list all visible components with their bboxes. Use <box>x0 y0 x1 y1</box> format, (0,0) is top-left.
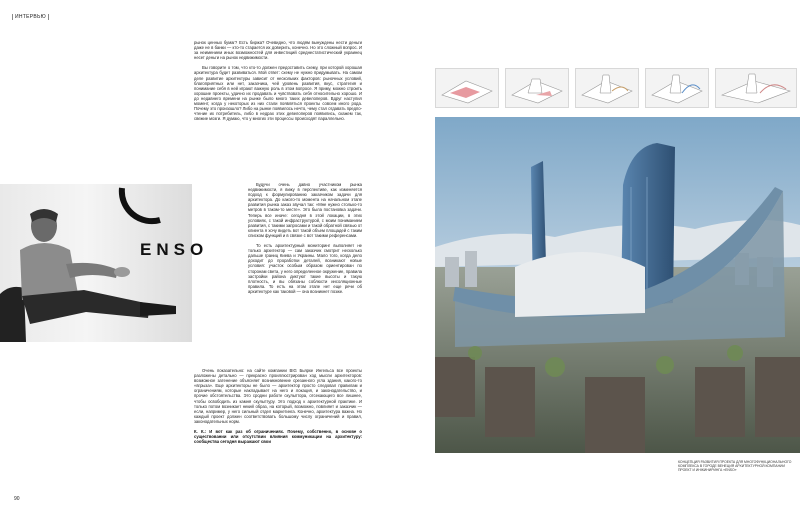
image-caption: КОНЦЕПЦИЯ РАЗВИТИЯ ПРОЕКТА ДЛЯ МНОГОФУНКЦИОНАЛЬНОГО КОМПЛЕКСА В ГОРОДЕ ВЕНЕЦИЯ АРХИТЕКТУРНОЙ КОМПАНИИ ПРОЕКТ И ИНЖИНИРИНГА «ENSO» <box>678 460 792 473</box>
interview-photo-illustration <box>0 184 192 342</box>
interview-photo <box>0 184 209 342</box>
text-column-bottom <box>194 368 362 449</box>
paragraph: Будучи очень давно участником рынка недвижимости, я вижу в перспективе, как изменяется подход к формулированию заказчиком задачи для архитектора. До какого-то момента на начальном этапе развития рынка заказ звучал так: «Мне нужно столько-то метров в таком-то месте». Это была постановка задачи. Теперь все иначе: сегодня в этой локации, в этих условиях, с такой инфраструктурой, с моим пониманием развития, с такими запросами и такой обратной связью от клиента я хочу видеть вот такой объем площадей с таким списком функций и в связке с вот такими референсами. <box>248 182 362 238</box>
brand-logo-text: ENSO <box>140 240 209 259</box>
architectural-render <box>435 117 800 453</box>
text-column-top <box>194 40 362 126</box>
diagram-thumbnail <box>435 68 499 108</box>
paragraph: Очень показательно: на сайте компании BIG Бьярке Ингельса все проекты разложены детально — прекрасно проиллюстрирован ход мысли архитекторов: возможное затенение объясняет возникновение срезанного угла здания, какого-то «вгрыза». Еще архитекторы не было — архитектор просто следовал правилам и ограничениям, которые накладывает на него и локация, и законодательство, и прочие обстоятельства. Это сродни работе скульптора, отсекающего все лишнее, чтобы освободить из камня скульптуру. Это подход к архитектурной практике. И только потом возникает некий образ, на который, возможно, повлияет и заказчик — если, например, у него сильный отдел маркетинга. Конечно, архитектура важна. Но каждый проект должен соответствовать большому числу ограничений и правил, законодательных норм. <box>194 368 362 424</box>
paragraph: рынок ценных бумаг? Есть биржа? Очевидно, что людям вынуждены нести деньги даже не в банки — кто-то старается их доверить, конечно. Но это сложный вопрос. И за неимением иных возможностей для инвестиций среднестатистический украинец несет деньги на рынок недвижимости. <box>194 40 362 61</box>
section-tag: ИНТЕРВЬЮ <box>12 14 49 20</box>
page-number: 90 <box>14 496 20 502</box>
architectural-render-illustration <box>435 117 800 453</box>
diagram-thumbnail <box>715 68 797 108</box>
interview-question: К. К.: И вот как раз об ограничениях. Почему, собственно, в основе о существовании или отсутствии влияния коммуникации на архитектуру: сообщества сегодня выражают свои <box>194 429 362 445</box>
paragraph: Вы говорите о том, что кто-то должен предоставить схему, при которой хорошая архитектура будет развиваться. Мой ответ: схему не нужно придумывать. На самом деле развитие архитектуры зависит от нескольких факторов: рыночных условий, благоприятных или нет, заказчика, чей уровень развития, вкус, стратегия и понимание себя в ней играют важную роль в этом вопросе. Я приму, можно строить хорошие проекты, удачно их продавать и чувствовать себя относительно хорошо. И до недавнего времени на рынке было много таких девелоперов. Вдруг наступил момент, когда у некоторых из них стали появляться проекты совсем иного рода. Почему это произошло? Либо на рынке появилось нечто, чему стал отдавать предпочтение их потребитель, либо в недрах этих девелоперов появились, скажем так, свежие мозги. Я думаю, что у многих эти процессы происходят параллельно. <box>194 65 362 122</box>
diagram-thumbnail <box>645 68 709 108</box>
text-column-middle <box>248 182 362 299</box>
diagram-thumbnail <box>505 68 569 108</box>
paragraph: То есть архитектурный мониторинг выполняет не только архитектор — сам заказчик смотрит несколько дальше границ Киева и Украины. Мало того, когда дело доходит до проработки деталей, возникают новые условия: участок особым образом ориентирован по сторонам света, у него определенное окружение, правила застройки района диктуют такие высоты и такую плотность, и вы обязаны соблюсти инсоляционные правила. То есть на этом этапе нет еще речи об архитектуре как таковой — она возникнет позже. <box>248 243 362 294</box>
diagram-thumbnail <box>575 68 639 108</box>
